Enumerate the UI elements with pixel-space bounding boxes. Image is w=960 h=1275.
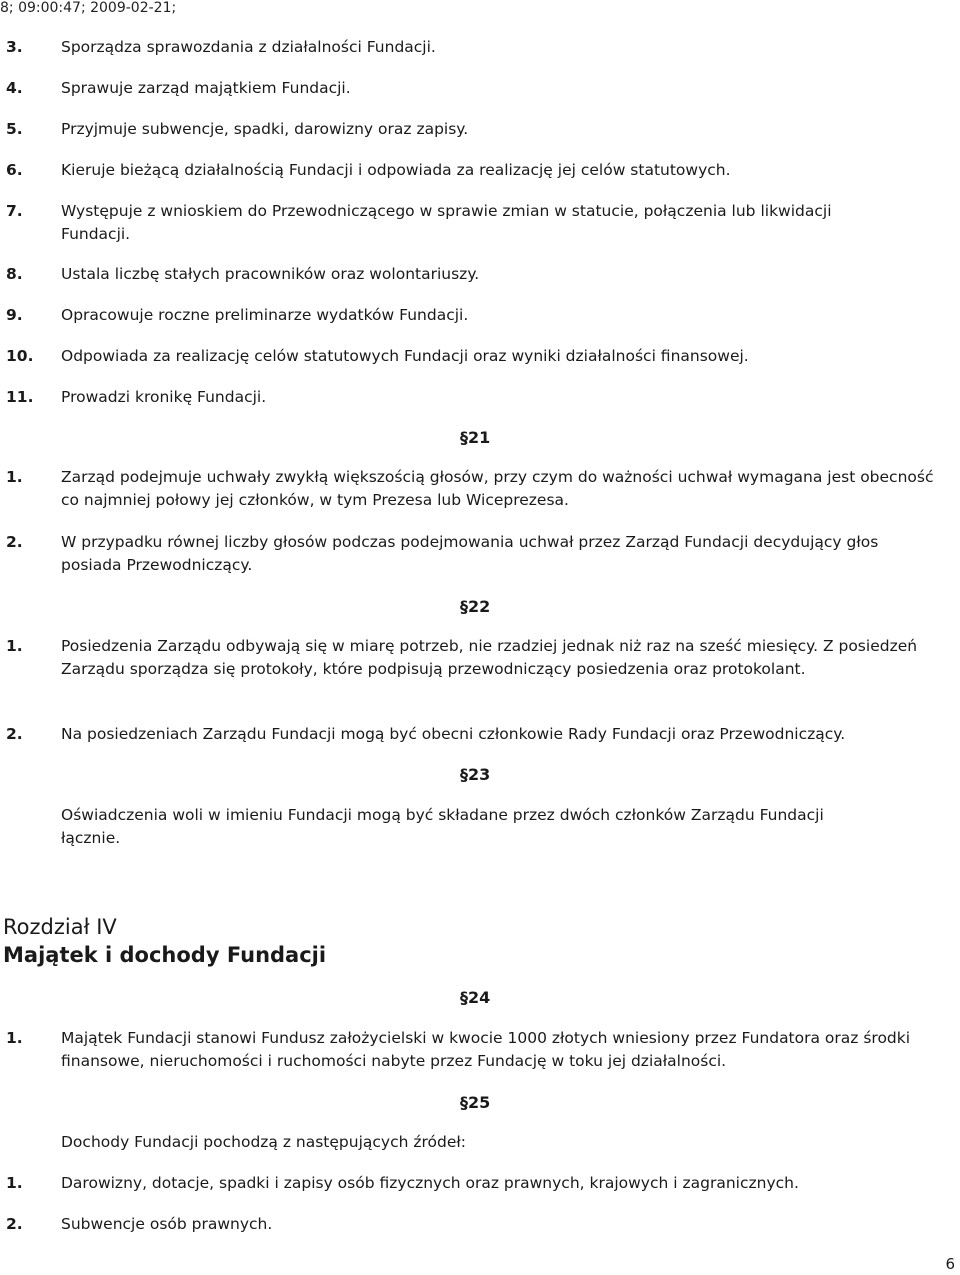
page-number: 6 (945, 1255, 955, 1273)
list-item-text: Subwencje osób prawnych. (61, 1215, 273, 1233)
list-item-number: 7. (6, 202, 23, 220)
list-item-text: Na posiedzeniach Zarządu Fundacji mogą być obecni członkowie Rady Fundacji oraz Przewodniczący. (61, 725, 846, 743)
list-item-text: Darowizny, dotacje, spadki i zapisy osób fizycznych oraz prawnych, krajowych i zagranicznych. (61, 1174, 799, 1192)
list-item (6, 77, 936, 100)
list-item (6, 723, 936, 746)
list-item (6, 386, 936, 409)
section-mark-21: §21 (460, 428, 491, 447)
section-mark-24: §24 (460, 988, 491, 1007)
list-item-text: Posiedzenia Zarządu odbywają się w miarę potrzeb, nie rzadziej jednak niż raz na sześć miesięcy. Z posiedzeń Zarządu sporządza się protokoły, które podpisują przewodniczący posiedzenia oraz protokolant. (61, 637, 918, 678)
list-item (6, 345, 936, 368)
list-item-text: Występuje z wnioskiem do Przewodniczącego w sprawie zmian w statucie, połączenia lub likwidacji Fundacji. (61, 202, 832, 243)
paragraph-text: Oświadczenia woli w imieniu Fundacji mogą być składane przez dwóch członków Zarządu Fundacji łącznie. (61, 806, 824, 847)
list-item (6, 1213, 936, 1236)
chapter-label: Rozdział IV (3, 915, 117, 939)
list-item-number: 3. (6, 38, 23, 56)
list-item (6, 304, 936, 327)
list-item-number: 9. (6, 306, 23, 324)
list-item-text: Kieruje bieżącą działalnością Fundacji i odpowiada za realizację jej celów statutowych. (61, 161, 731, 179)
list-item-number: 2. (6, 533, 23, 551)
list-item-text: Odpowiada za realizację celów statutowych Fundacji oraz wyniki działalności finansowej. (61, 347, 749, 365)
chapter-title: Majątek i dochody Fundacji (3, 943, 327, 967)
list-item (6, 118, 936, 141)
list-item (6, 200, 886, 246)
list-item-text: Sporządza sprawozdania z działalności Fundacji. (61, 38, 436, 56)
list-item-number: 2. (6, 1215, 23, 1233)
list-item-number: 10. (6, 347, 34, 365)
list-item-text: W przypadku równej liczby głosów podczas podejmowania uchwał przez Zarząd Fundacji decydujący głos posiada Przewodniczący. (61, 533, 879, 574)
list-item-number: 1. (6, 637, 23, 655)
list-item-number: 1. (6, 1174, 23, 1192)
list-item (6, 466, 936, 512)
paragraph-text: Dochody Fundacji pochodzą z następujących źródeł: (61, 1133, 467, 1151)
list-item-text: Zarząd podejmuje uchwały zwykłą większością głosów, przy czym do ważności uchwał wymagana jest obecność co najmniej połowy jej członków, w tym Prezesa lub Wiceprezesa. (61, 468, 934, 509)
section-mark-22: §22 (460, 597, 491, 616)
list-item-text: Sprawuje zarząd majątkiem Fundacji. (61, 79, 351, 97)
list-item-number: 4. (6, 79, 23, 97)
list-item-number: 8. (6, 265, 23, 283)
list-item-text: Ustala liczbę stałych pracowników oraz wolontariuszy. (61, 265, 480, 283)
list-item (6, 635, 936, 681)
list-item-number: 1. (6, 468, 23, 486)
list-item-number: 6. (6, 161, 23, 179)
list-item-text: Majątek Fundacji stanowi Fundusz założycielski w kwocie 1000 złotych wniesiony przez Fundatora oraz środki finansowe, nieruchomości i ruchomości nabyte przez Fundację w toku jej działalności. (61, 1029, 911, 1070)
section-mark-25: §25 (460, 1093, 491, 1112)
section-mark-23: §23 (460, 765, 491, 784)
paragraph (6, 1131, 936, 1154)
list-item (6, 531, 936, 577)
list-item-number: 5. (6, 120, 23, 138)
list-item (6, 159, 936, 182)
list-item-text: Prowadzi kronikę Fundacji. (61, 388, 267, 406)
paragraph (6, 804, 886, 850)
list-item-number: 11. (6, 388, 34, 406)
list-item-text: Przyjmuje subwencje, spadki, darowizny oraz zapisy. (61, 120, 469, 138)
list-item-number: 1. (6, 1029, 23, 1047)
document-header-stamp: 8; 09:00:47; 2009-02-21; (0, 0, 177, 16)
list-item-number: 2. (6, 725, 23, 743)
list-item (6, 263, 936, 286)
list-item (6, 36, 936, 59)
list-item (6, 1027, 936, 1073)
list-item-text: Opracowuje roczne preliminarze wydatków Fundacji. (61, 306, 469, 324)
list-item (6, 1172, 936, 1195)
